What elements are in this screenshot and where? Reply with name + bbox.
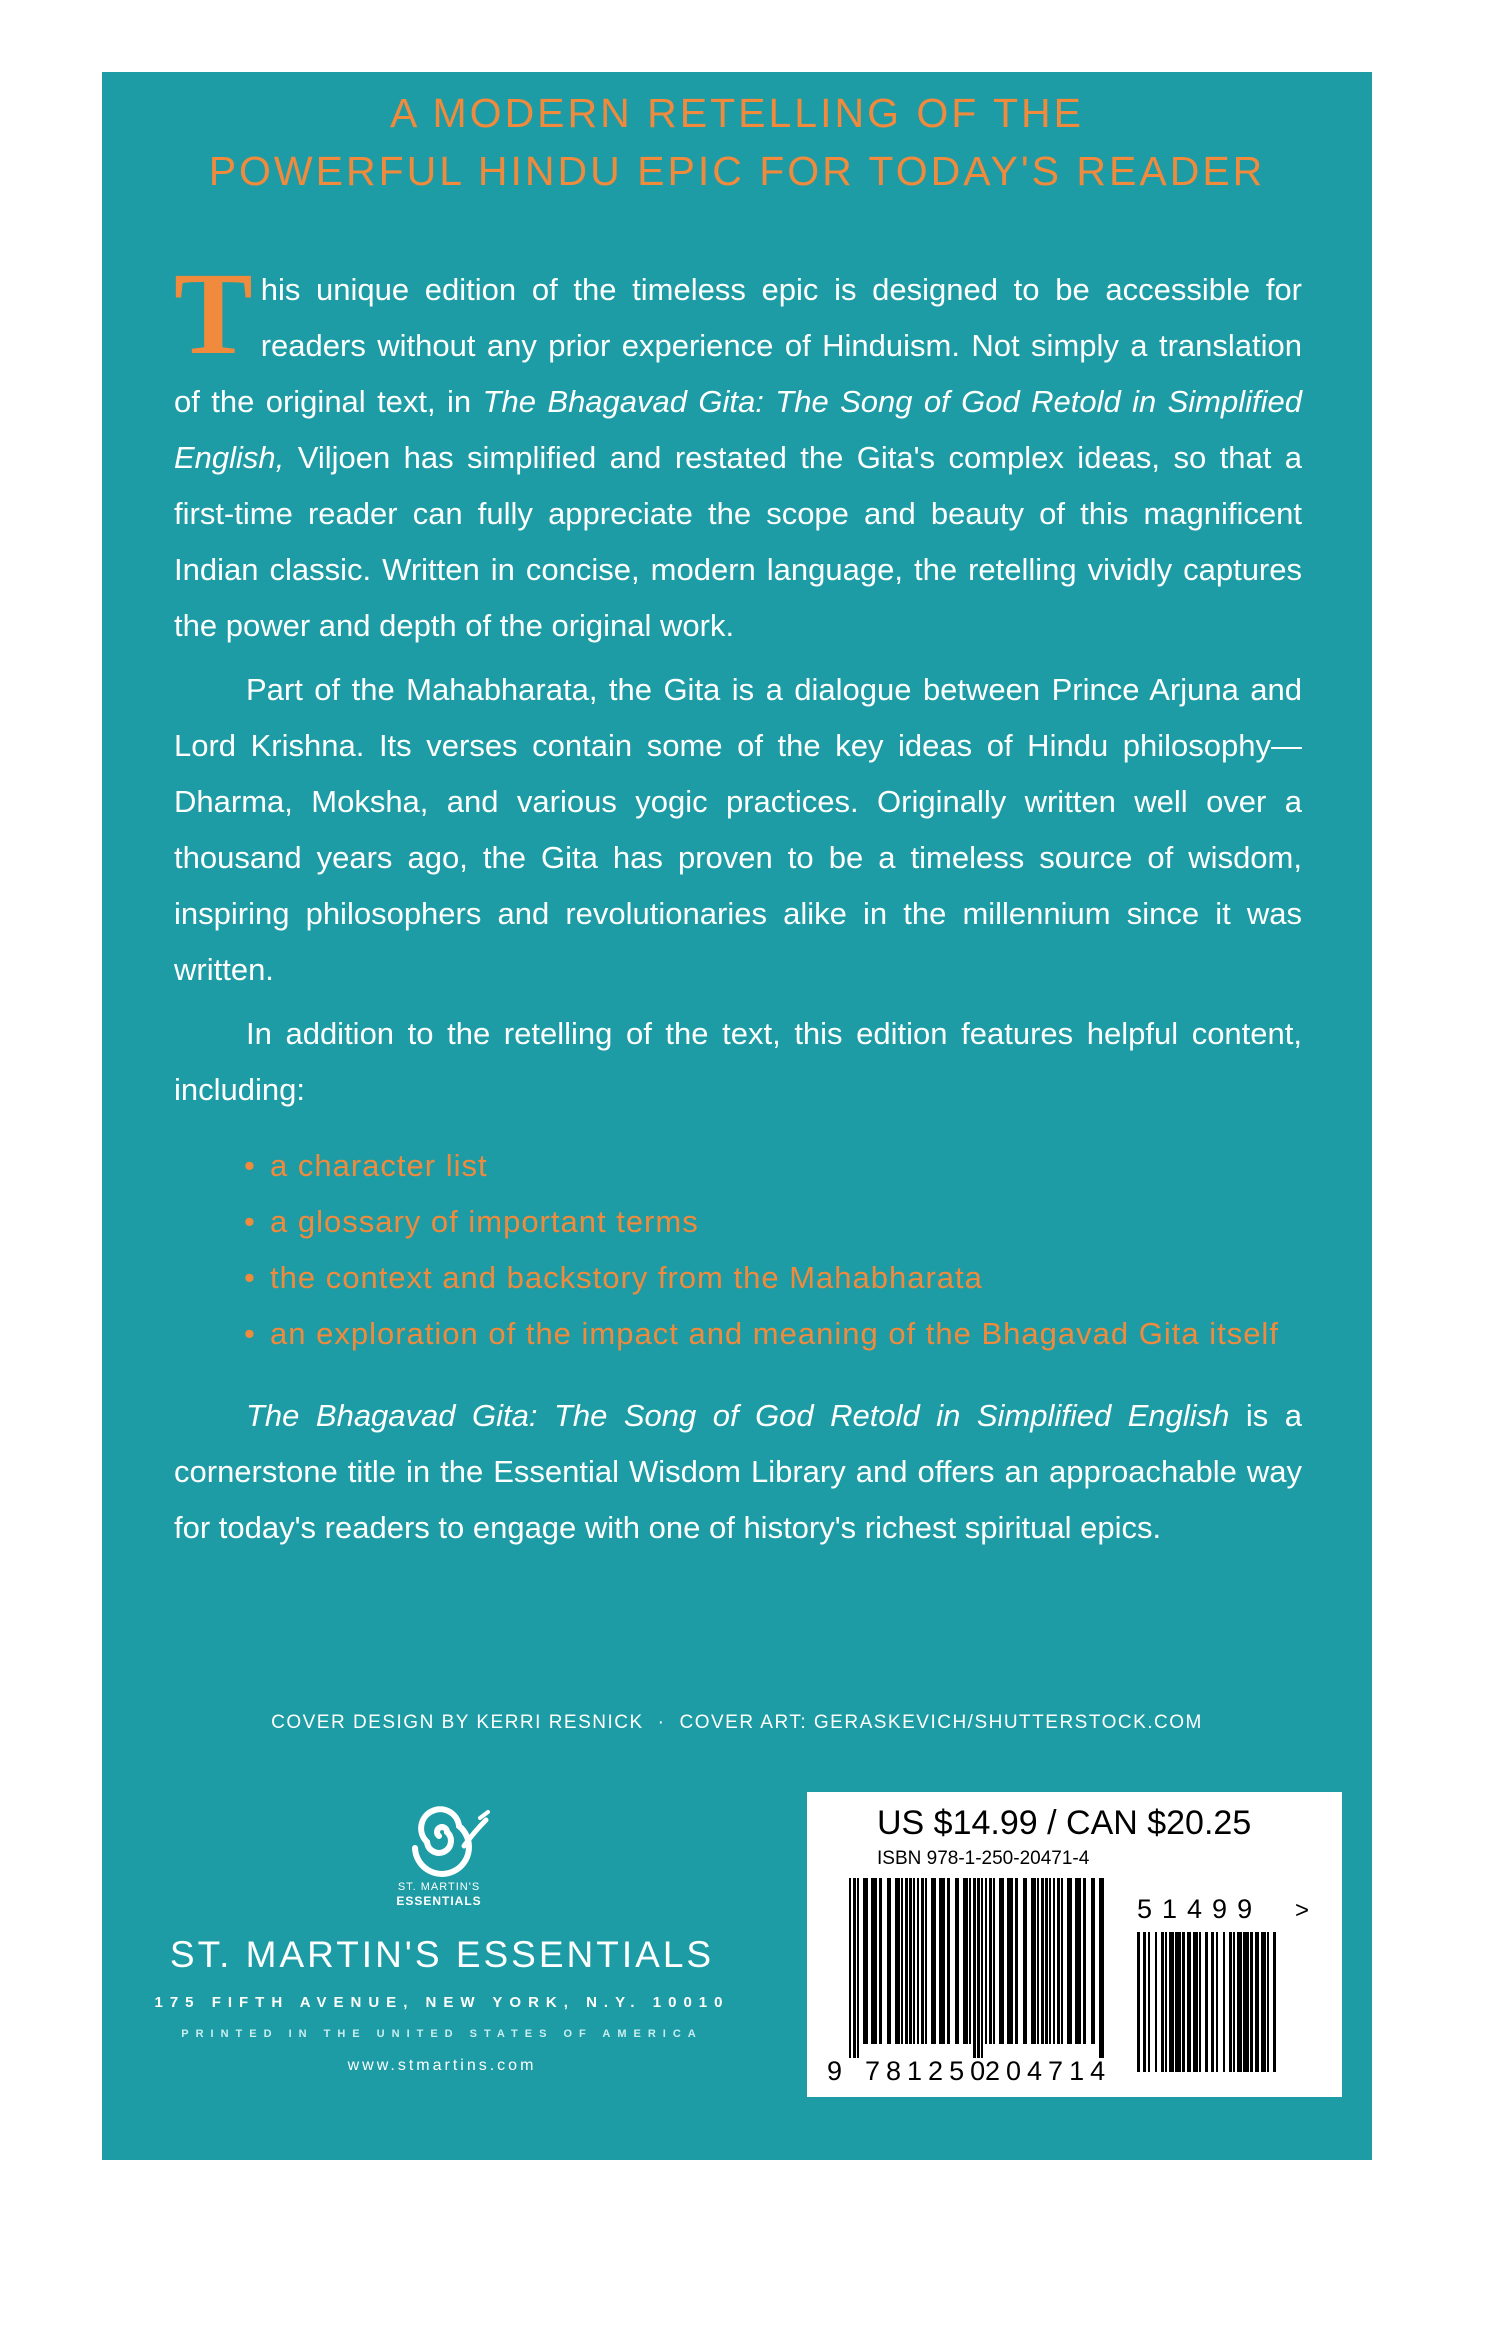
barcode-bar bbox=[1023, 1878, 1027, 2044]
barcode-bar bbox=[1148, 1932, 1150, 2072]
addon-arrow: > bbox=[1295, 1897, 1310, 1924]
logo-caption bbox=[364, 1880, 514, 1908]
barcode-bar bbox=[1229, 1932, 1232, 2072]
barcode-bar bbox=[1233, 1932, 1235, 2072]
barcode-bar bbox=[1193, 1932, 1198, 2072]
barcode-bar bbox=[999, 1878, 1004, 2044]
barcode-bar bbox=[1261, 1932, 1266, 2072]
barcode-bar bbox=[973, 1878, 976, 2058]
barcode-bar bbox=[1169, 1932, 1174, 2072]
feature-item: • a character list bbox=[244, 1138, 1302, 1194]
closing-paragraph bbox=[174, 1388, 1302, 1556]
barcode-bar bbox=[917, 1878, 919, 2044]
barcode-bar bbox=[1045, 1878, 1048, 2044]
barcode-bar bbox=[853, 1878, 856, 2058]
barcode-bar bbox=[989, 1878, 992, 2044]
barcode-bar bbox=[1267, 1932, 1269, 2072]
barcode-box bbox=[807, 1792, 1342, 2097]
barcode-bar bbox=[977, 1878, 980, 2058]
drop-cap: T bbox=[174, 248, 253, 379]
barcode-bar bbox=[1015, 1878, 1018, 2044]
barcode-bar bbox=[887, 1878, 891, 2044]
headline-line-1: A MODERN RETELLING OF THE bbox=[390, 90, 1084, 136]
separator-dot: · bbox=[657, 1712, 666, 1733]
paragraph-2: Part of the Mahabharata, the Gita is a dialogue between Prince Arjuna and Lord Krishna. Its verses contain some of the key ideas of Hindu philosophy—Dharma, Moksha, and various yogic practices. Originally written well over a thousand years ago, the Gita has proven to be a timeless source of wisdom, inspiring philosophers and revolutionaries alike in the millennium since it was written. bbox=[174, 672, 1302, 987]
barcode-bar bbox=[1137, 1932, 1140, 2072]
barcode-bar bbox=[1237, 1932, 1242, 2072]
barcode-bar bbox=[921, 1878, 924, 2044]
barcode-bar bbox=[1161, 1932, 1164, 2072]
feature-item: • an exploration of the impact and meaning of the Bhagavad Gita itself bbox=[244, 1306, 1302, 1362]
barcode-first-digit: 9 bbox=[827, 2056, 843, 2086]
feature-item: • the context and backstory from the Mahabharata bbox=[244, 1250, 1302, 1306]
barcode-bar bbox=[993, 1878, 995, 2044]
feature-item: • a glossary of important terms bbox=[244, 1194, 1302, 1250]
intro-book-title: The Bhagavad Gita: The Song of God Retold in Simplified English, bbox=[174, 384, 1303, 475]
barcode-bar bbox=[1037, 1878, 1039, 2044]
barcode-bar bbox=[1182, 1932, 1185, 2072]
barcode-bar bbox=[1091, 1878, 1095, 2044]
barcode-bar bbox=[963, 1878, 968, 2044]
barcode-bar bbox=[1057, 1878, 1060, 2044]
barcode-bar bbox=[863, 1878, 868, 2044]
closing-text: is a cornerstone title in the Essential Wisdom Library and offers an approachable way for today's readers to engage with one of history's richest spiritual epics. bbox=[174, 1398, 1302, 1545]
barcode-bar bbox=[1199, 1932, 1201, 2072]
description bbox=[174, 248, 1303, 1564]
isbn: ISBN 978-1-250-20471-4 bbox=[877, 1848, 1090, 1869]
barcode-bar bbox=[1205, 1932, 1208, 2072]
barcode-bar bbox=[909, 1878, 912, 2044]
art-credit: COVER ART: GERASKEVICH/SHUTTERSTOCK.COM bbox=[679, 1712, 1203, 1733]
barcode-bar bbox=[1061, 1878, 1063, 2044]
barcode-bar bbox=[939, 1878, 945, 2044]
publisher-name: ST. MARTIN'S ESSENTIALS bbox=[169, 1934, 715, 1975]
barcode-bar bbox=[1067, 1878, 1072, 2044]
addon-digits: 51499 bbox=[1137, 1894, 1263, 1924]
publisher-address: 175 FIFTH AVENUE, NEW YORK, N.Y. 10010 bbox=[154, 1994, 730, 2011]
barcode-bar bbox=[1165, 1932, 1167, 2072]
intro-text-end: Viljoen has simplified and restated the Gita's complex ideas, so that a first-time reader can fully appreciate the scope and beauty of this magnificent Indian classic. Written in concise, modern language, the retelling vividly captures the power and depth of the original work. bbox=[174, 440, 1302, 643]
barcode-bar bbox=[1143, 1932, 1146, 2072]
logo-line-2: ESSENTIALS bbox=[396, 1894, 482, 1908]
barcode-bar bbox=[931, 1878, 936, 2044]
barcode-bar bbox=[1041, 1878, 1044, 2044]
barcode-bar bbox=[1053, 1878, 1055, 2044]
barcode-bar bbox=[1211, 1932, 1214, 2072]
barcode-bar bbox=[955, 1878, 959, 2044]
barcode-bar bbox=[1075, 1878, 1081, 2044]
features-list bbox=[174, 1138, 1302, 1362]
barcode-bar bbox=[981, 1878, 983, 2058]
price: US $14.99 / CAN $20.25 bbox=[877, 1804, 1252, 1842]
barcode-bar bbox=[857, 1878, 859, 2058]
barcode-bar bbox=[1243, 1932, 1249, 2072]
barcode-bar bbox=[1007, 1878, 1013, 2044]
barcode-bar bbox=[925, 1878, 927, 2044]
barcode-bar bbox=[1216, 1932, 1218, 2072]
barcode-bar bbox=[1049, 1878, 1051, 2044]
barcode-bar bbox=[1250, 1932, 1253, 2072]
cover-credits bbox=[102, 1712, 1372, 1734]
barcode-bar bbox=[913, 1878, 915, 2044]
closing-book-title: The Bhagavad Gita: The Song of God Retold in Simplified English bbox=[246, 1398, 1230, 1433]
barcode-bar bbox=[969, 1878, 971, 2044]
barcode-bar bbox=[1273, 1932, 1276, 2072]
headline-line-2: POWERFUL HINDU EPIC FOR TODAY'S READER bbox=[208, 148, 1266, 194]
intro-paragraph bbox=[174, 248, 1303, 654]
barcode-bar bbox=[1031, 1878, 1036, 2044]
barcode-bar bbox=[879, 1878, 882, 2044]
barcode-group-1: 781250 bbox=[865, 2056, 992, 2086]
design-credit: COVER DESIGN BY KERRI RESNICK bbox=[271, 1712, 644, 1733]
barcode-bar bbox=[1175, 1932, 1181, 2072]
barcode-bar bbox=[895, 1878, 900, 2044]
barcode-bar bbox=[985, 1878, 987, 2044]
printed-in: PRINTED IN THE UNITED STATES OF AMERICA bbox=[181, 2028, 703, 2040]
publisher-logo-icon bbox=[364, 1784, 514, 1894]
barcode-bar bbox=[905, 1878, 908, 2044]
paragraph-3: In addition to the retelling of the text, this edition features helpful content, including: bbox=[174, 1016, 1302, 1107]
logo-line-1: ST. MARTIN'S bbox=[397, 1881, 481, 1893]
barcode-bar bbox=[1155, 1932, 1157, 2072]
intro-text-start: his unique edition of the timeless epic is designed to be accessible for readers without any prior experience of Hinduism. Not simply a translation of the original text, in bbox=[174, 272, 1302, 419]
barcode-group-2: 204714 bbox=[985, 2056, 1112, 2086]
barcode-bar bbox=[1255, 1932, 1259, 2072]
barcode-bar bbox=[871, 1878, 877, 2044]
barcode-icon bbox=[807, 1792, 1342, 2097]
barcode-bar bbox=[1083, 1878, 1086, 2044]
back-cover bbox=[102, 72, 1372, 2160]
barcode-bar bbox=[1099, 1878, 1104, 2058]
barcode-bar bbox=[1223, 1932, 1225, 2072]
barcode-bar bbox=[1187, 1932, 1191, 2072]
barcode-bar bbox=[947, 1878, 950, 2044]
barcode-bar bbox=[849, 1878, 851, 2058]
publisher-website: www.stmartins.com bbox=[347, 2057, 537, 2074]
barcode-bar bbox=[901, 1878, 903, 2044]
